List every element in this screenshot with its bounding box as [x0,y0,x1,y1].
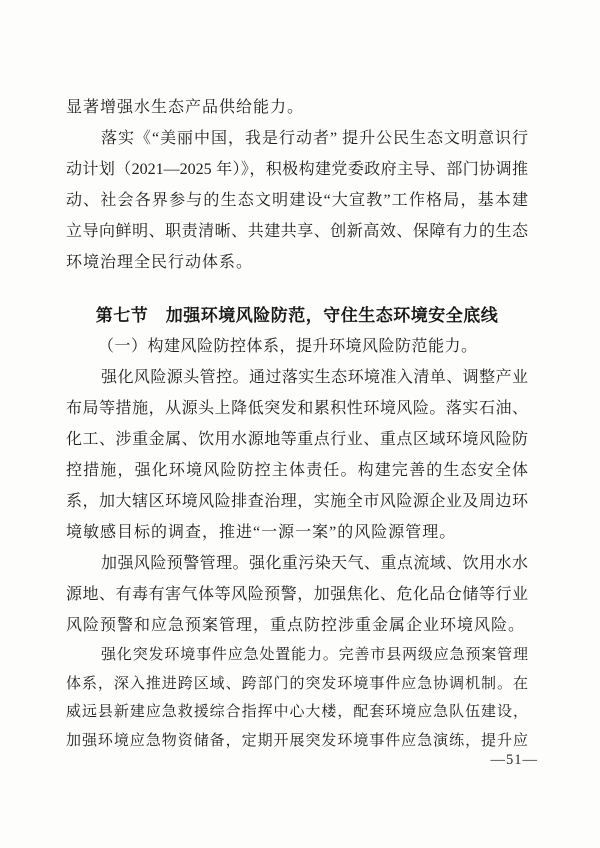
paragraph-line: 显著增强水生态产品供给能力。 [66,99,305,116]
paragraph-line: 体系，深入推进跨区域、跨部门的突发环境事件应急协调机制。在 [66,675,528,692]
paragraph-line: 动计划（2021—2025 年）》，积极构建党委政府主导、部门协调推 [66,161,528,178]
paragraph-line: 加强环境应急物资储备，定期开展突发环境事件应急演练，提升应 [66,732,528,749]
paragraph-line: 风险预警和应急预案管理，重点防控涉重金属企业环境风险。 [66,617,526,634]
paragraph-line: 强化突发环境事件应急处置能力。完善市县两级应急预案管理 [101,647,528,663]
paragraph-line: 化工、涉重金属、饮用水源地等重点行业、重点区域环境风险防 [66,431,528,448]
paragraph-line: 环境治理全民行动体系。 [66,254,254,271]
body-text [66,92,528,755]
paragraph-line: 威远县新建应急救援综合指挥中心大楼，配套环境应急队伍建设， [66,704,528,720]
paragraph-line: 源地、有毒有害气体等风险预警，加强焦化、危化品仓储等行业 [66,586,528,603]
paragraph-line: 布局等措施，从源头上降低突发和累积性环境风险。落实石油、 [66,400,528,417]
paragraph-line: 强化风险源头管控。通过落实生态环境准入清单、调整产业 [101,369,528,386]
paragraph-line: 系，加大辖区环境风险排查治理，实施全市风险源企业及周边环 [66,493,528,510]
section-subheading: （一）构建风险防控体系，提升环境风险防范能力。 [98,338,478,355]
page-number: —51— [490,752,538,768]
paragraph-line: 境敏感目标的调查，推进“一源一案”的风险源管理。 [66,524,457,541]
section-heading: 第七节 加强环境风险防范，守住生态环境安全底线 [95,306,499,325]
paragraph-line: 加强风险预警管理。强化重污染天气、重点流域、饮用水水 [101,555,528,572]
paragraph-line: 控措施，强化环境风险防控主体责任。构建完善的生态安全体 [66,462,528,479]
paragraph-line: 落实《“美丽中国，我是行动者” 提升公民生态文明意识行 [101,130,528,147]
paragraph-line: 动、社会各界参与的生态文明建设“大宣教”工作格局，基本建 [66,192,528,209]
paragraph-line: 立导向鲜明、职责清晰、共建共享、创新高效、保障有力的生态 [66,223,528,240]
